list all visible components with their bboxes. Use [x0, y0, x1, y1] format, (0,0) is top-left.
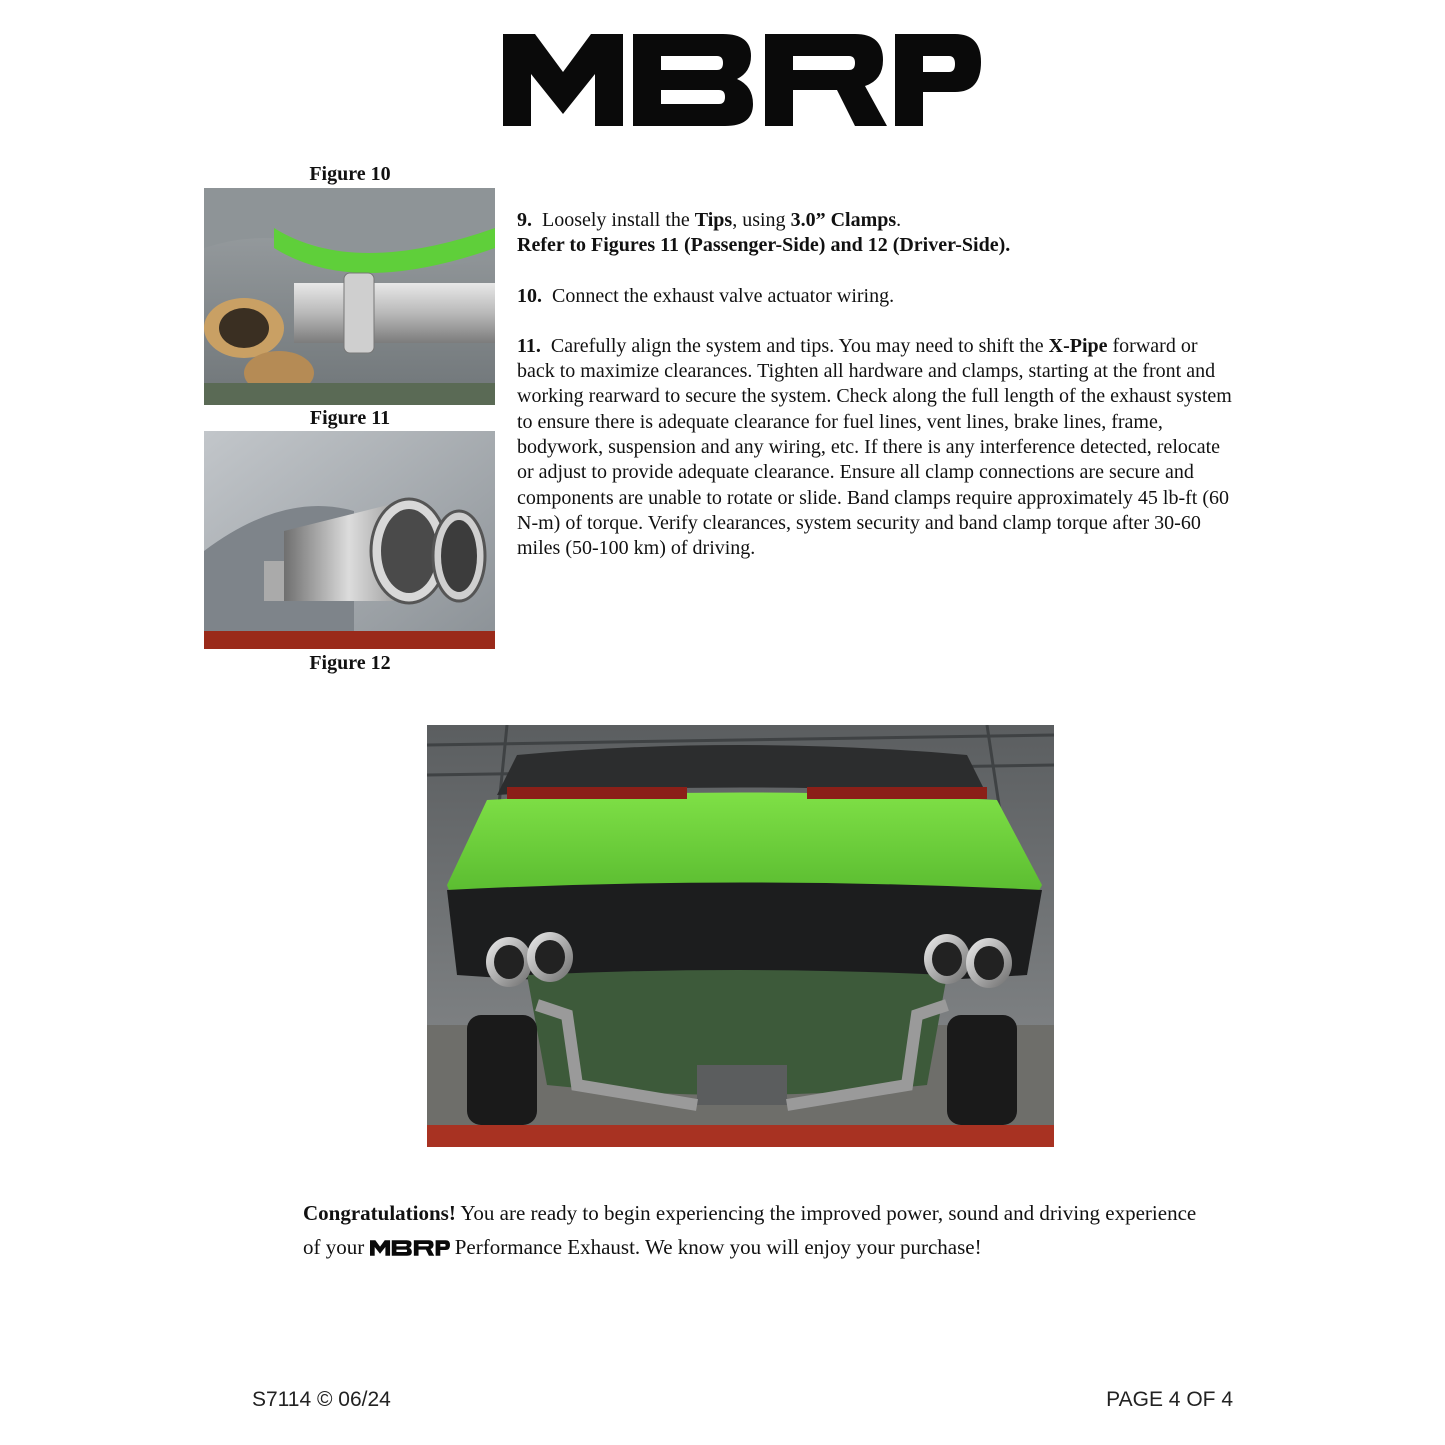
step-11-text-b: forward or back to maximize clearances. Tighten all hardware and clamps, starting at the front and working rearward to secure the system. Check along the full length of the exhaust system to ensure there is adequate clearance for fuel lines, vent lines, brake lines, frame, bodywork, suspension and any wiring, etc. If there is any interference detected, relocate or adjust to provide adequate clearance. Ensure all clamp connections are secure and components are unable to rotate or slide. Band clamps require approximately 45 lb-ft (60 N-m) of torque. Verify clearances, system security and band clamp torque after 30-60 miles (50-100 km) of driving.: [517, 334, 1232, 560]
step-9-tips: Tips: [694, 209, 733, 231]
step-9-clamps: 3.0” Clamps: [790, 209, 897, 231]
page-number: PAGE 4 OF 4: [1106, 1388, 1233, 1411]
step-10-text: Connect the exhaust valve actuator wiring.: [552, 284, 895, 307]
closing-paragraph: [303, 1196, 1203, 1264]
step-9-text-c: .: [896, 209, 902, 231]
step-10: [517, 284, 1237, 309]
installation-steps: [517, 208, 1237, 587]
step-9-text-a: Loosely install the: [542, 209, 695, 231]
figure-11-caption: Figure 11: [309, 407, 391, 429]
step-11-number: 11.: [517, 334, 541, 357]
step-10-number: 10.: [517, 284, 542, 307]
closing-text-b: Performance Exhaust. We know you will enjoy your purchase!: [449, 1235, 982, 1259]
figure-10-caption: Figure 10: [309, 163, 391, 185]
exhaust-tip-photo-passenger: [204, 188, 495, 405]
exhaust-tip-photo-driver: [204, 431, 495, 649]
step-11-text-a: Carefully align the system and tips. You may need to shift the: [550, 334, 1049, 357]
mbrp-inline-logo: [370, 1240, 450, 1256]
mbrp-logo: [503, 34, 981, 126]
figure-12-caption: Figure 12: [309, 652, 391, 674]
step-9: [517, 208, 1237, 259]
closing-text-a: You are ready to begin experiencing the improved power, sound and driving experience of your: [303, 1201, 1197, 1259]
step-9-number: 9.: [517, 209, 532, 231]
car-rear-exhaust-photo: [427, 725, 1054, 1147]
step-9-reference: Refer to Figures 11 (Passenger-Side) and 12 (Driver-Side).: [517, 234, 1011, 257]
step-9-text-b: , using: [732, 209, 791, 231]
step-11: [517, 334, 1237, 562]
document-code: S7114 © 06/24: [252, 1388, 391, 1411]
step-11-xpipe: X-Pipe: [1048, 334, 1108, 357]
congratulations-heading: Congratulations!: [303, 1201, 456, 1225]
